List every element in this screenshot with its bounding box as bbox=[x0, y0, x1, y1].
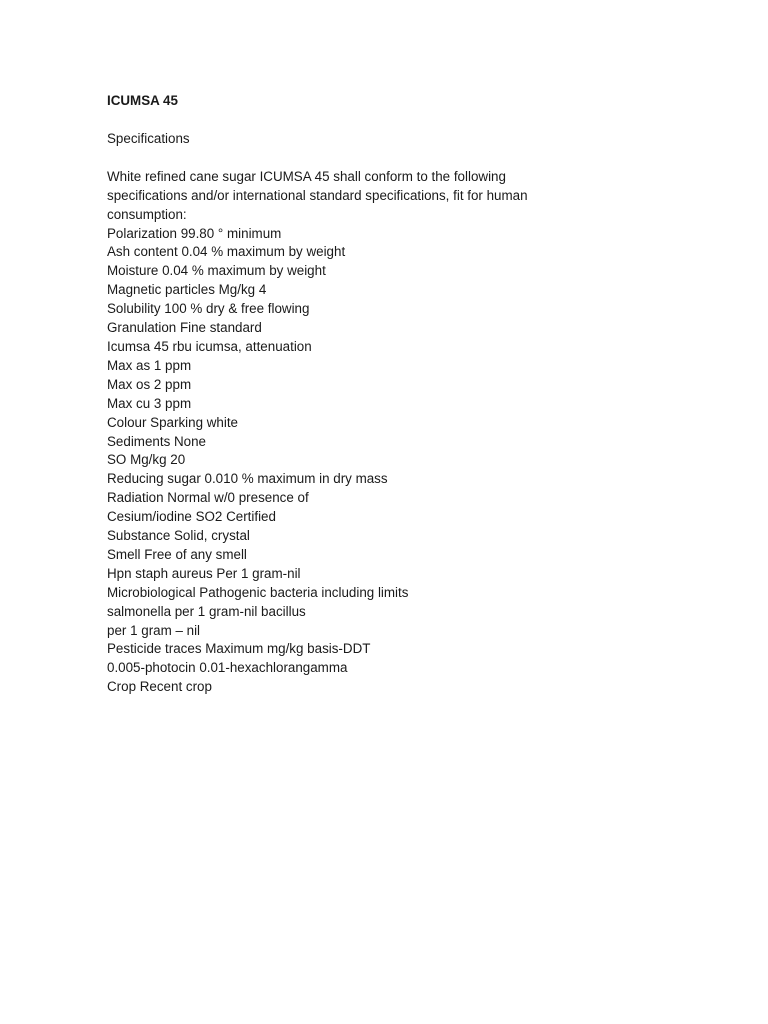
specification-list bbox=[107, 225, 577, 698]
specification-line: Solubility 100 % dry & free flowing bbox=[107, 301, 310, 317]
specification-line: SO Mg/kg 20 bbox=[107, 452, 186, 468]
specification-line: Max cu 3 ppm bbox=[107, 395, 192, 411]
specification-line: Microbiological Pathogenic bacteria including limits bbox=[107, 584, 409, 600]
specification-line: Colour Sparking white bbox=[107, 414, 238, 430]
specification-line: Radiation Normal w/0 presence of bbox=[107, 490, 309, 506]
specification-line: Moisture 0.04 % maximum by weight bbox=[107, 263, 326, 279]
specification-line: Max os 2 ppm bbox=[107, 376, 192, 392]
specification-line: Cesium/iodine SO2 Certified bbox=[107, 509, 276, 525]
specification-line: 0.005-photocin 0.01-hexachlorangamma bbox=[107, 660, 348, 676]
specification-line: Max as 1 ppm bbox=[107, 357, 192, 373]
specification-line: Hpn staph aureus Per 1 gram-nil bbox=[107, 565, 301, 581]
specification-line: Icumsa 45 rbu icumsa, attenuation bbox=[107, 338, 312, 354]
document-body bbox=[107, 92, 577, 697]
specification-line: Magnetic particles Mg/kg 4 bbox=[107, 282, 267, 298]
specification-line: Pesticide traces Maximum mg/kg basis-DDT bbox=[107, 641, 371, 657]
specification-line: Sediments None bbox=[107, 433, 206, 449]
intro-paragraph: White refined cane sugar ICUMSA 45 shall conform to the following specifications and/or international standard specifications, fit for human consumption: bbox=[107, 168, 528, 222]
specification-line: Substance Solid, crystal bbox=[107, 528, 250, 544]
specification-line: Reducing sugar 0.010 % maximum in dry mass bbox=[107, 471, 388, 487]
specification-line: salmonella per 1 gram-nil bacillus bbox=[107, 603, 306, 619]
specification-line: per 1 gram – nil bbox=[107, 622, 201, 638]
specification-line: Polarization 99.80 ° minimum bbox=[107, 225, 282, 241]
specification-line: Granulation Fine standard bbox=[107, 320, 262, 336]
specification-line: Smell Free of any smell bbox=[107, 546, 247, 562]
specification-line: Ash content 0.04 % maximum by weight bbox=[107, 244, 346, 260]
specification-line: Crop Recent crop bbox=[107, 679, 212, 695]
section-heading: Specifications bbox=[107, 130, 190, 146]
document-title: ICUMSA 45 bbox=[107, 93, 178, 108]
